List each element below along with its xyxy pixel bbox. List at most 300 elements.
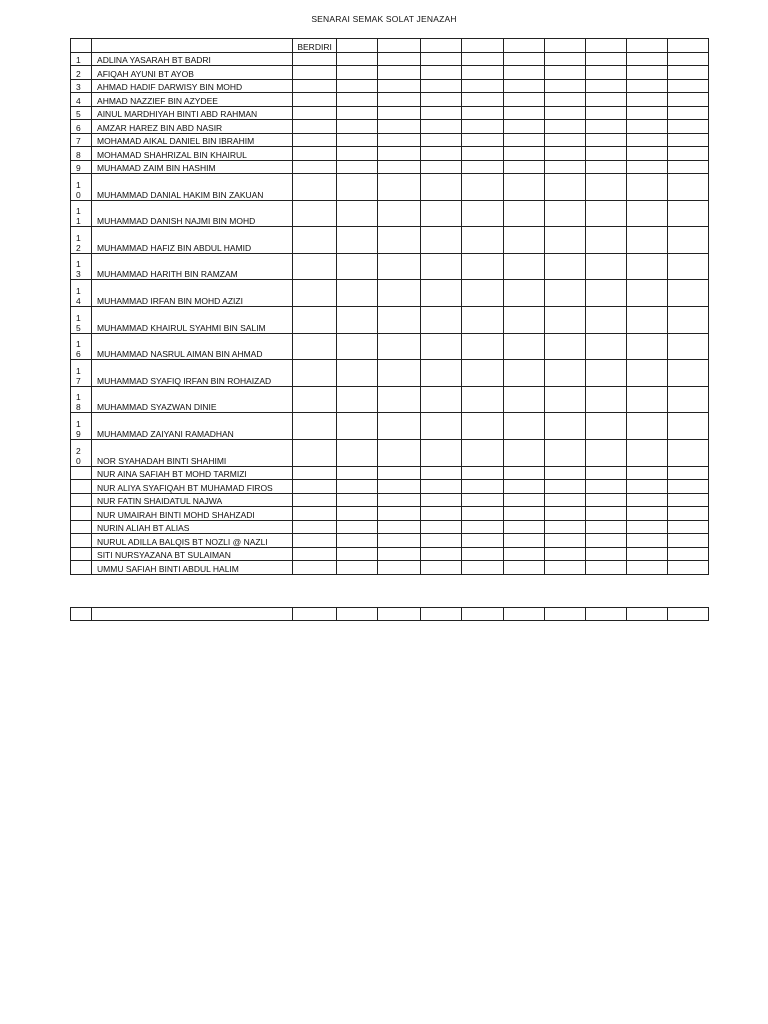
check-cell[interactable] (626, 106, 667, 120)
check-cell[interactable] (461, 561, 503, 575)
check-cell[interactable] (337, 413, 378, 440)
check-cell[interactable] (503, 306, 544, 333)
check-cell[interactable] (378, 227, 420, 254)
check-cell[interactable] (503, 93, 544, 107)
check-cell[interactable] (503, 133, 544, 147)
check-cell[interactable] (461, 480, 503, 494)
header-berdiri-cell: BERDIRI (293, 39, 337, 53)
check-cell[interactable] (378, 507, 420, 521)
check-cell[interactable] (544, 534, 585, 548)
check-cell[interactable] (461, 174, 503, 201)
check-cell[interactable] (503, 360, 544, 387)
check-cell[interactable] (667, 174, 708, 201)
check-cell[interactable] (585, 386, 626, 413)
check-cell[interactable] (503, 79, 544, 93)
check-cell[interactable] (337, 66, 378, 80)
check-cell[interactable] (293, 507, 337, 521)
check-cell[interactable] (420, 66, 461, 80)
check-cell[interactable] (420, 493, 461, 507)
check-cell[interactable] (626, 160, 667, 174)
check-cell[interactable] (378, 200, 420, 227)
check-cell[interactable] (420, 133, 461, 147)
check-cell[interactable] (544, 466, 585, 480)
check-cell[interactable] (378, 160, 420, 174)
row-number: 1 6 (71, 333, 92, 360)
check-cell[interactable] (503, 534, 544, 548)
check-cell[interactable] (585, 413, 626, 440)
student-row (71, 133, 709, 147)
check-cell[interactable] (626, 227, 667, 254)
check-cell[interactable] (667, 227, 708, 254)
check-cell[interactable] (667, 507, 708, 521)
check-cell[interactable] (585, 93, 626, 107)
check-cell[interactable] (503, 507, 544, 521)
check-cell[interactable] (293, 480, 337, 494)
check-cell[interactable] (293, 253, 337, 280)
check-cell[interactable] (461, 160, 503, 174)
check-cell[interactable] (585, 133, 626, 147)
check-cell[interactable] (667, 493, 708, 507)
check-cell[interactable] (293, 280, 337, 307)
check-cell[interactable] (503, 66, 544, 80)
check-cell[interactable] (337, 386, 378, 413)
check-cell[interactable] (544, 160, 585, 174)
check-cell[interactable] (461, 52, 503, 66)
check-cell[interactable] (420, 333, 461, 360)
check-cell[interactable] (378, 547, 420, 561)
check-cell[interactable] (337, 280, 378, 307)
check-cell[interactable] (667, 547, 708, 561)
check-cell[interactable] (420, 147, 461, 161)
check-cell[interactable] (461, 507, 503, 521)
check-cell[interactable] (293, 534, 337, 548)
check-cell[interactable] (420, 52, 461, 66)
check-cell[interactable] (378, 386, 420, 413)
check-cell[interactable] (544, 133, 585, 147)
check-cell[interactable] (544, 386, 585, 413)
check-cell[interactable] (420, 106, 461, 120)
check-cell[interactable] (337, 547, 378, 561)
check-cell[interactable] (544, 66, 585, 80)
check-cell[interactable] (293, 200, 337, 227)
check-cell[interactable] (503, 227, 544, 254)
check-cell[interactable] (585, 306, 626, 333)
check-cell[interactable] (378, 93, 420, 107)
check-cell[interactable] (461, 413, 503, 440)
check-cell[interactable] (667, 280, 708, 307)
check-cell[interactable] (544, 439, 585, 466)
check-cell[interactable] (293, 333, 337, 360)
check-cell[interactable] (378, 493, 420, 507)
check-cell[interactable] (503, 174, 544, 201)
check-cell[interactable] (667, 106, 708, 120)
check-cell[interactable] (503, 413, 544, 440)
check-cell[interactable] (503, 333, 544, 360)
check-cell[interactable] (585, 439, 626, 466)
check-cell[interactable] (420, 439, 461, 466)
check-cell[interactable] (337, 534, 378, 548)
check-cell[interactable] (626, 439, 667, 466)
check-cell[interactable] (378, 413, 420, 440)
check-cell[interactable] (626, 520, 667, 534)
check-cell[interactable] (503, 520, 544, 534)
check-cell[interactable] (544, 480, 585, 494)
check-cell[interactable] (420, 306, 461, 333)
check-cell[interactable] (503, 493, 544, 507)
check-cell[interactable] (378, 106, 420, 120)
check-cell[interactable] (544, 413, 585, 440)
check-cell[interactable] (461, 147, 503, 161)
check-cell[interactable] (461, 306, 503, 333)
check-cell[interactable] (461, 280, 503, 307)
check-cell[interactable] (378, 280, 420, 307)
check-cell[interactable] (585, 520, 626, 534)
footer-check-cell[interactable] (585, 608, 626, 621)
check-cell[interactable] (293, 413, 337, 440)
footer-check-cell[interactable] (503, 608, 544, 621)
check-cell[interactable] (585, 147, 626, 161)
check-cell[interactable] (544, 306, 585, 333)
check-cell[interactable] (544, 120, 585, 134)
check-cell[interactable] (585, 333, 626, 360)
check-cell[interactable] (378, 120, 420, 134)
check-cell[interactable] (503, 200, 544, 227)
check-cell[interactable] (626, 253, 667, 280)
check-cell[interactable] (585, 507, 626, 521)
check-cell[interactable] (461, 79, 503, 93)
check-cell[interactable] (293, 561, 337, 575)
check-cell[interactable] (626, 360, 667, 387)
check-cell[interactable] (337, 480, 378, 494)
check-cell[interactable] (503, 253, 544, 280)
check-cell[interactable] (544, 561, 585, 575)
check-cell[interactable] (626, 547, 667, 561)
check-cell[interactable] (667, 93, 708, 107)
check-cell[interactable] (585, 66, 626, 80)
check-cell[interactable] (667, 66, 708, 80)
check-cell[interactable] (378, 561, 420, 575)
check-cell[interactable] (378, 520, 420, 534)
check-cell[interactable] (544, 200, 585, 227)
check-cell[interactable] (337, 520, 378, 534)
check-cell[interactable] (667, 360, 708, 387)
check-cell[interactable] (293, 386, 337, 413)
check-cell[interactable] (667, 253, 708, 280)
check-cell[interactable] (461, 520, 503, 534)
check-cell[interactable] (544, 360, 585, 387)
check-cell[interactable] (461, 106, 503, 120)
check-cell[interactable] (544, 547, 585, 561)
check-cell[interactable] (626, 306, 667, 333)
check-cell[interactable] (378, 253, 420, 280)
check-cell[interactable] (420, 386, 461, 413)
check-cell[interactable] (420, 413, 461, 440)
check-cell[interactable] (293, 493, 337, 507)
check-cell[interactable] (585, 280, 626, 307)
footer-check-cell[interactable] (293, 608, 337, 621)
check-cell[interactable] (503, 439, 544, 466)
check-cell[interactable] (667, 534, 708, 548)
check-cell[interactable] (544, 93, 585, 107)
check-cell[interactable] (626, 174, 667, 201)
check-cell[interactable] (461, 439, 503, 466)
footer-check-cell[interactable] (378, 608, 420, 621)
check-cell[interactable] (461, 133, 503, 147)
check-cell[interactable] (585, 493, 626, 507)
check-cell[interactable] (293, 360, 337, 387)
check-cell[interactable] (420, 227, 461, 254)
check-cell[interactable] (293, 227, 337, 254)
check-cell[interactable] (337, 106, 378, 120)
check-cell[interactable] (378, 534, 420, 548)
footer-check-cell[interactable] (461, 608, 503, 621)
check-cell[interactable] (544, 174, 585, 201)
check-cell[interactable] (667, 200, 708, 227)
check-cell[interactable] (293, 466, 337, 480)
check-cell[interactable] (420, 253, 461, 280)
check-cell[interactable] (544, 507, 585, 521)
check-cell[interactable] (337, 200, 378, 227)
check-cell[interactable] (503, 386, 544, 413)
check-cell[interactable] (420, 93, 461, 107)
check-cell[interactable] (420, 534, 461, 548)
check-cell[interactable] (337, 160, 378, 174)
check-cell[interactable] (420, 160, 461, 174)
check-cell[interactable] (461, 200, 503, 227)
check-cell[interactable] (461, 534, 503, 548)
check-cell[interactable] (378, 147, 420, 161)
check-cell[interactable] (337, 147, 378, 161)
check-cell[interactable] (378, 52, 420, 66)
check-cell[interactable] (626, 480, 667, 494)
check-cell[interactable] (626, 280, 667, 307)
check-cell[interactable] (420, 507, 461, 521)
check-cell[interactable] (503, 106, 544, 120)
check-cell[interactable] (585, 200, 626, 227)
blank-footer-row (71, 608, 709, 621)
check-cell[interactable] (667, 147, 708, 161)
check-cell[interactable] (544, 333, 585, 360)
check-cell[interactable] (626, 534, 667, 548)
check-cell[interactable] (337, 561, 378, 575)
check-cell[interactable] (461, 360, 503, 387)
check-cell[interactable] (503, 280, 544, 307)
check-cell[interactable] (585, 547, 626, 561)
check-cell[interactable] (626, 120, 667, 134)
check-cell[interactable] (626, 66, 667, 80)
check-cell[interactable] (420, 466, 461, 480)
check-cell[interactable] (544, 106, 585, 120)
check-cell[interactable] (503, 120, 544, 134)
footer-check-cell[interactable] (544, 608, 585, 621)
check-cell[interactable] (461, 547, 503, 561)
check-cell[interactable] (585, 160, 626, 174)
check-cell[interactable] (667, 160, 708, 174)
check-cell[interactable] (420, 360, 461, 387)
check-cell[interactable] (626, 507, 667, 521)
check-cell[interactable] (667, 386, 708, 413)
check-cell[interactable] (420, 200, 461, 227)
check-cell[interactable] (626, 93, 667, 107)
check-cell[interactable] (420, 120, 461, 134)
check-cell[interactable] (337, 360, 378, 387)
check-cell[interactable] (626, 386, 667, 413)
check-cell[interactable] (585, 253, 626, 280)
check-cell[interactable] (461, 386, 503, 413)
check-cell[interactable] (337, 439, 378, 466)
check-cell[interactable] (544, 253, 585, 280)
check-cell[interactable] (378, 333, 420, 360)
check-cell[interactable] (461, 253, 503, 280)
check-cell[interactable] (337, 253, 378, 280)
checklist-table (70, 38, 709, 575)
check-cell[interactable] (585, 360, 626, 387)
check-cell[interactable] (667, 79, 708, 93)
check-cell[interactable] (461, 93, 503, 107)
check-cell[interactable] (293, 439, 337, 466)
check-cell[interactable] (626, 413, 667, 440)
check-cell[interactable] (626, 493, 667, 507)
check-cell[interactable] (503, 480, 544, 494)
check-cell[interactable] (378, 174, 420, 201)
check-cell[interactable] (585, 480, 626, 494)
check-cell[interactable] (503, 147, 544, 161)
check-cell[interactable] (626, 147, 667, 161)
footer-check-cell[interactable] (667, 608, 708, 621)
check-cell[interactable] (420, 520, 461, 534)
check-cell[interactable] (420, 480, 461, 494)
check-cell[interactable] (667, 120, 708, 134)
check-cell[interactable] (461, 466, 503, 480)
check-cell[interactable] (293, 306, 337, 333)
check-cell[interactable] (544, 280, 585, 307)
check-cell[interactable] (585, 227, 626, 254)
check-cell[interactable] (503, 561, 544, 575)
check-cell[interactable] (420, 561, 461, 575)
check-cell[interactable] (337, 333, 378, 360)
check-cell[interactable] (585, 174, 626, 201)
check-cell[interactable] (337, 120, 378, 134)
check-cell[interactable] (293, 120, 337, 134)
check-cell[interactable] (337, 466, 378, 480)
check-cell[interactable] (503, 466, 544, 480)
check-cell[interactable] (337, 133, 378, 147)
check-cell[interactable] (626, 52, 667, 66)
check-cell[interactable] (337, 52, 378, 66)
check-cell[interactable] (337, 507, 378, 521)
check-cell[interactable] (544, 52, 585, 66)
check-cell[interactable] (585, 534, 626, 548)
footer-check-cell[interactable] (626, 608, 667, 621)
check-cell[interactable] (461, 227, 503, 254)
check-cell[interactable] (667, 466, 708, 480)
check-cell[interactable] (585, 561, 626, 575)
check-cell[interactable] (626, 79, 667, 93)
check-cell[interactable] (378, 439, 420, 466)
check-cell[interactable] (378, 79, 420, 93)
check-cell[interactable] (667, 561, 708, 575)
check-cell[interactable] (626, 200, 667, 227)
check-cell[interactable] (293, 147, 337, 161)
check-cell[interactable] (544, 227, 585, 254)
check-cell[interactable] (461, 120, 503, 134)
check-cell[interactable] (461, 333, 503, 360)
check-cell[interactable] (626, 466, 667, 480)
check-cell[interactable] (293, 52, 337, 66)
check-cell[interactable] (461, 66, 503, 80)
check-cell[interactable] (585, 106, 626, 120)
row-number: 1 3 (71, 253, 92, 280)
check-cell[interactable] (667, 333, 708, 360)
check-cell[interactable] (337, 79, 378, 93)
check-cell[interactable] (293, 79, 337, 93)
check-cell[interactable] (585, 120, 626, 134)
row-number: 9 (71, 160, 92, 174)
footer-check-cell[interactable] (420, 608, 461, 621)
check-cell[interactable] (585, 52, 626, 66)
check-cell[interactable] (378, 133, 420, 147)
check-cell[interactable] (667, 133, 708, 147)
check-cell[interactable] (667, 439, 708, 466)
header-name-cell (92, 39, 293, 53)
check-cell[interactable] (503, 52, 544, 66)
check-cell[interactable] (337, 93, 378, 107)
check-cell[interactable] (293, 174, 337, 201)
check-cell[interactable] (544, 147, 585, 161)
check-cell[interactable] (378, 466, 420, 480)
check-cell[interactable] (420, 547, 461, 561)
check-cell[interactable] (544, 79, 585, 93)
check-cell[interactable] (461, 493, 503, 507)
check-cell[interactable] (293, 93, 337, 107)
check-cell[interactable] (626, 333, 667, 360)
check-cell[interactable] (293, 160, 337, 174)
check-cell[interactable] (585, 79, 626, 93)
check-cell[interactable] (420, 280, 461, 307)
check-cell[interactable] (293, 520, 337, 534)
check-cell[interactable] (667, 306, 708, 333)
check-cell[interactable] (337, 227, 378, 254)
check-cell[interactable] (667, 520, 708, 534)
check-cell[interactable] (293, 106, 337, 120)
check-cell[interactable] (503, 160, 544, 174)
check-cell[interactable] (503, 547, 544, 561)
check-cell[interactable] (337, 306, 378, 333)
check-cell[interactable] (667, 413, 708, 440)
check-cell[interactable] (337, 174, 378, 201)
check-cell[interactable] (378, 66, 420, 80)
check-cell[interactable] (544, 520, 585, 534)
row-number (71, 547, 92, 561)
footer-check-cell[interactable] (337, 608, 378, 621)
check-cell[interactable] (420, 79, 461, 93)
check-cell[interactable] (626, 561, 667, 575)
check-cell[interactable] (667, 52, 708, 66)
check-cell[interactable] (544, 493, 585, 507)
check-cell[interactable] (293, 66, 337, 80)
check-cell[interactable] (293, 133, 337, 147)
check-cell[interactable] (667, 480, 708, 494)
check-cell[interactable] (420, 174, 461, 201)
check-cell[interactable] (585, 466, 626, 480)
check-cell[interactable] (293, 547, 337, 561)
check-cell[interactable] (378, 306, 420, 333)
check-cell[interactable] (626, 133, 667, 147)
check-cell[interactable] (378, 480, 420, 494)
student-row (71, 66, 709, 80)
check-cell[interactable] (337, 493, 378, 507)
check-cell[interactable] (378, 360, 420, 387)
